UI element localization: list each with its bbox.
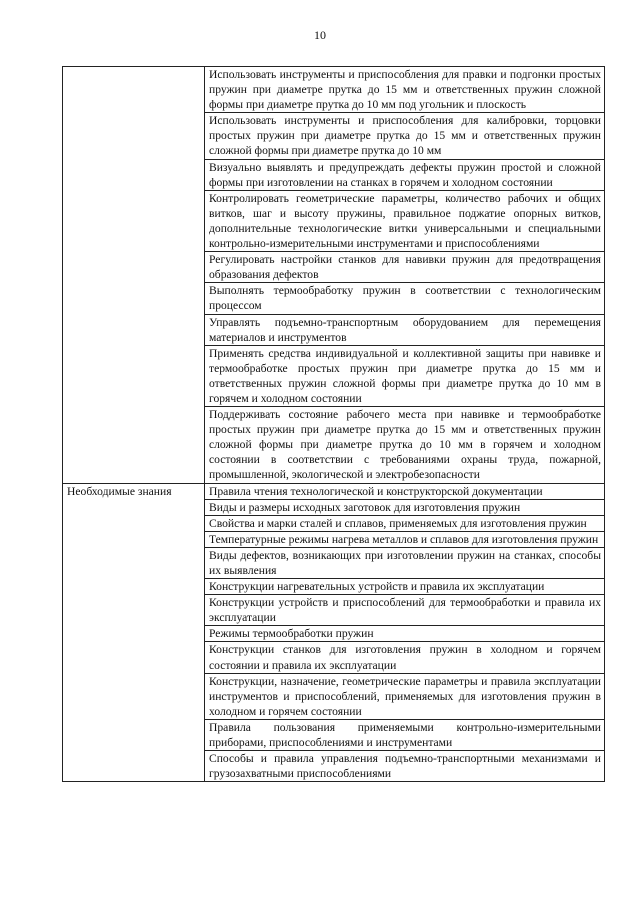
skill-item: Визуально выявлять и предупреждать дефекты пружин простой и сложной формы при изготовлении на станках в горячем и холодном состоянии (205, 159, 605, 190)
knowledge-item: Способы и правила управления подъемно-транспортными механизмами и грузозахватными приспособлениями (205, 751, 605, 782)
knowledge-item: Виды дефектов, возникающих при изготовлении пружин на станках, способы их выявления (205, 547, 605, 578)
skill-item: Контролировать геометрические параметры, количество рабочих и общих витков, шаг и высоту пружины, правильное поджатие опорных витков, дополнительные технологические витки универсальными и специальными контрольно-измерительными инструментами и приспособлениями (205, 190, 605, 251)
skill-item: Использовать инструменты и приспособления для калибровки, торцовки простых пружин при диаметре прутка до 15 мм и ответственных пружин сложной формы при диаметре прутка до 10 мм (205, 113, 605, 159)
knowledge-item: Свойства и марки сталей и сплавов, применяемых для изготовления пружин (205, 515, 605, 531)
knowledge-item: Температурные режимы нагрева металлов и сплавов для изготовления пружин (205, 531, 605, 547)
knowledge-item: Конструкции, назначение, геометрические параметры и правила эксплуатации инструментов и приспособлений, применяемых для изготовления пружин в холодном и горячем состоянии (205, 673, 605, 719)
knowledge-item: Конструкции устройств и приспособлений для термообработки и правила их эксплуатации (205, 595, 605, 626)
skill-item: Управлять подъемно-транспортным оборудованием для перемещения материалов и инструментов (205, 314, 605, 345)
knowledge-section-label: Необходимые знания (63, 483, 205, 782)
skill-item: Регулировать настройки станков для навивки пружин для предотвращения образования дефектов (205, 252, 605, 283)
knowledge-item: Правила пользования применяемыми контрольно-измерительными приборами, приспособлениями и инструментами (205, 719, 605, 750)
knowledge-item: Виды и размеры исходных заготовок для изготовления пружин (205, 499, 605, 515)
knowledge-item: Правила чтения технологической и конструкторской документации (205, 483, 605, 499)
table-row (63, 67, 605, 113)
skill-item: Применять средства индивидуальной и коллективной защиты при навивке и термообработке простых пружин при диаметре прутка до 15 мм и ответственных пружин сложной формы при диаметре прутка до 10 мм в горячем и холодном состоянии (205, 345, 605, 406)
knowledge-item: Режимы термообработки пружин (205, 626, 605, 642)
skill-item: Использовать инструменты и приспособления для правки и подгонки простых пружин при диаметре прутка до 15 мм и ответственных пружин сложной формы при диаметре прутка до 10 мм под угольник и плоскость (205, 67, 605, 113)
page-number: 10 (314, 28, 326, 42)
table-row (63, 483, 605, 499)
knowledge-item: Конструкции нагревательных устройств и правила их эксплуатации (205, 579, 605, 595)
skills-section-label (63, 67, 205, 484)
skill-item: Поддерживать состояние рабочего места при навивке и термообработке простых пружин при диаметре прутка до 15 мм и ответственных пружин сложной формы при диаметре прутка до 10 мм в горячем и холодном состоянии в соответствии с требованиями охраны труда, пожарной, промышленной, экологической и электробезопасности (205, 407, 605, 483)
skill-item: Выполнять термообработку пружин в соответствии с технологическим процессом (205, 283, 605, 314)
knowledge-item: Конструкции станков для изготовления пружин в холодном и горячем состоянии и правила их эксплуатации (205, 642, 605, 673)
requirements-table (62, 66, 605, 782)
